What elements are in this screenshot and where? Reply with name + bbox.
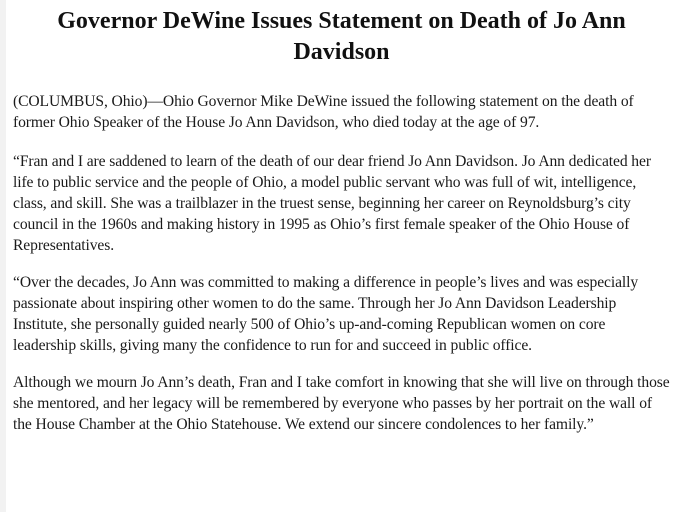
page-title: Governor DeWine Issues Statement on Death of Jo Ann Davidson bbox=[57, 8, 626, 65]
paragraph-intro: (COLUMBUS, Ohio)—Ohio Governor Mike DeWine issued the following statement on the death of former Ohio Speaker of the House Jo Ann Davidson, who died today at the age of 97. bbox=[13, 93, 634, 131]
page-edge-rule bbox=[0, 0, 6, 512]
press-release bbox=[13, 0, 670, 435]
paragraph-quote-2: “Over the decades, Jo Ann was committed to making a difference in people’s lives and was especially passionate about inspiring other women to do the same. Through her Jo Ann Davidson Leadership Institute, she personally guided nearly 500 of Ohio’s up-and-coming Republican women on core leadership skills, giving many the confidence to run for and succeed in public office. bbox=[13, 274, 639, 354]
paragraph-quote-3: Although we mourn Jo Ann’s death, Fran and I take comfort in knowing that she will live on through those she mentored, and her legacy will be remembered by everyone who passes by her portrait on the wall of the House Chamber at the Ohio Statehouse. We extend our sincere condolences to her family.” bbox=[13, 374, 670, 433]
paragraph-quote-1: “Fran and I are saddened to learn of the death of our dear friend Jo Ann Davidson. Jo Ann dedicated her life to public service and the people of Ohio, a model public servant who was full of wit, intelligence, class, and skill. She was a trailblazer in the truest sense, beginning her career on Reynoldsburg’s city council in the 1960s and making history in 1995 as Ohio’s first female speaker of the Ohio House of Representatives. bbox=[13, 153, 651, 254]
